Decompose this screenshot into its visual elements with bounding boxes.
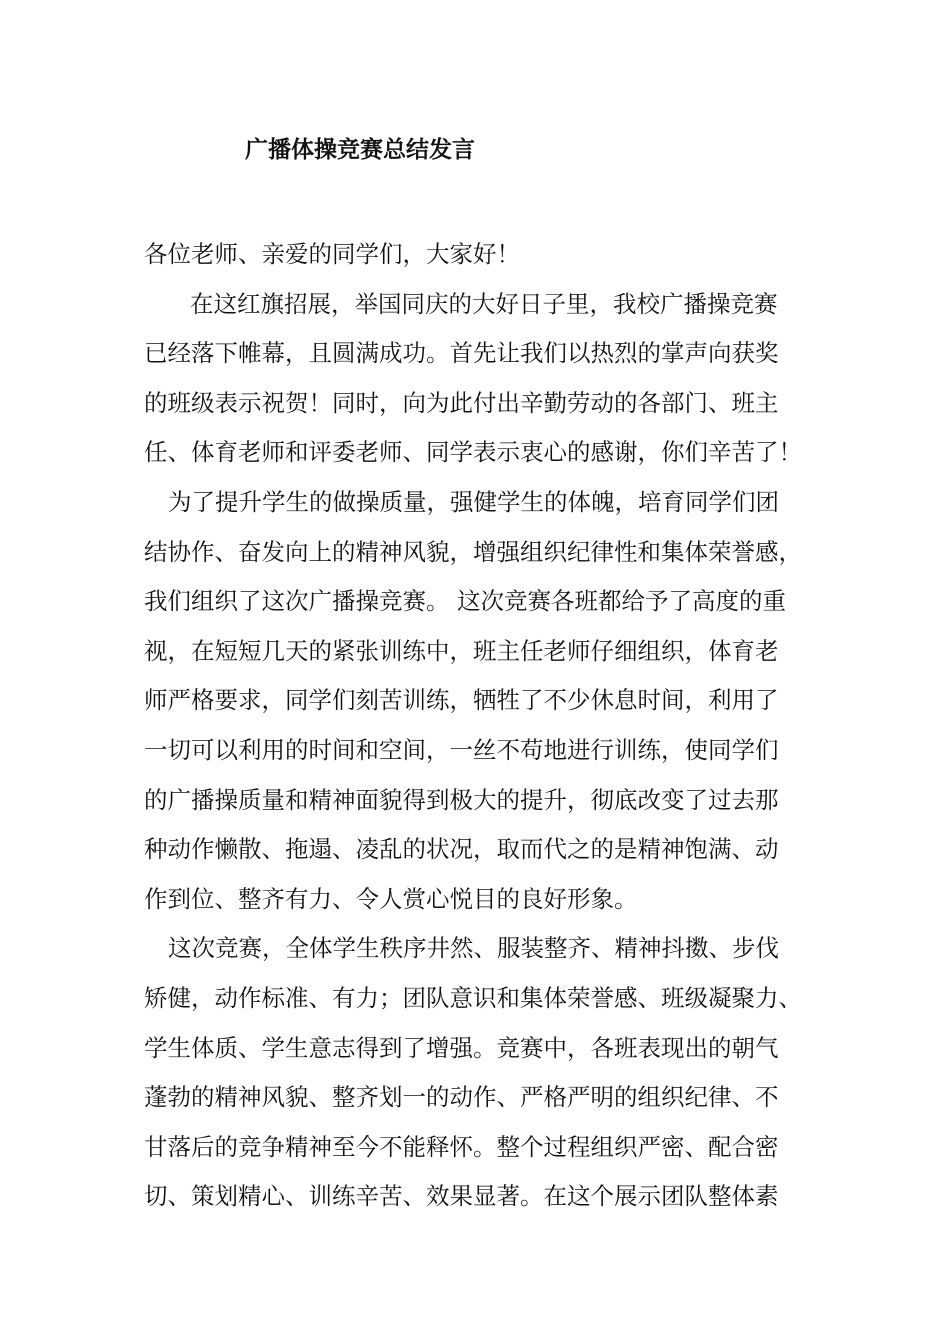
paragraph-line: 切、策划精心、训练辛苦、效果显著。在这个展示团队整体素 (144, 1182, 779, 1211)
paragraph-line: 我们组织了这次广播操竞赛。 这次竞赛各班都给予了高度的重 (144, 587, 786, 616)
paragraph-line: 的广播操质量和精神面貌得到极大的提升，彻底改变了过去那 (144, 785, 779, 814)
paragraph-line: 学生体质、学生意志得到了增强。竞赛中，各班表现出的朝气 (144, 1033, 779, 1062)
paragraph-line: 视，在短短几天的紧张训练中，班主任老师仔细组织，体育老 (144, 636, 779, 665)
paragraph-line: 已经落下帷幕，且圆满成功。首先让我们以热烈的掌声向获奖 (144, 339, 779, 368)
paragraph-line: 甘落后的竞争精神至今不能释怀。整个过程组织严密、配合密 (144, 1132, 779, 1161)
paragraph-line: 任、体育老师和评委老师、同学表示衷心的感谢，你们辛苦了！ (144, 438, 802, 467)
paragraph-line: 师严格要求，同学们刻苦训练，牺牲了不少休息时间，利用了 (144, 686, 779, 715)
paragraph-line: 这次竞赛，全体学生秩序井然、服装整齐、精神抖擞、步伐 (168, 934, 779, 963)
paragraph-line: 结协作、奋发向上的精神风貌，增强组织纪律性和集体荣誉感， (144, 537, 802, 566)
paragraph-line: 一切可以利用的时间和空间，一丝不苟地进行训练，使同学们 (144, 735, 779, 764)
paragraph-line: 蓬勃的精神风貌、整齐划一的动作、严格严明的组织纪律、不 (144, 1083, 779, 1112)
greeting-line: 各位老师、亲爱的同学们，大家好！ (144, 240, 520, 268)
paragraph-line: 为了提升学生的做操质量，强健学生的体魄，培育同学们团 (168, 487, 779, 516)
paragraph-line: 作到位、整齐有力、令人赏心悦目的良好形象。 (144, 884, 638, 913)
paragraph-line: 种动作懒散、拖遢、凌乱的状况，取而代之的是精神饱满、动 (144, 835, 779, 864)
paragraph-line: 在这红旗招展，举国同庆的大好日子里，我校广播操竞赛 (190, 289, 778, 318)
paragraph-line: 矫健，动作标准、有力；团队意识和集体荣誉感、班级凝聚力、 (144, 983, 802, 1012)
document-title: 广播体操竞赛总结发言 (245, 137, 475, 163)
document-body (144, 230, 814, 1222)
paragraph-line: 的班级表示祝贺！同时，向为此付出辛勤劳动的各部门、班主 (144, 388, 779, 417)
